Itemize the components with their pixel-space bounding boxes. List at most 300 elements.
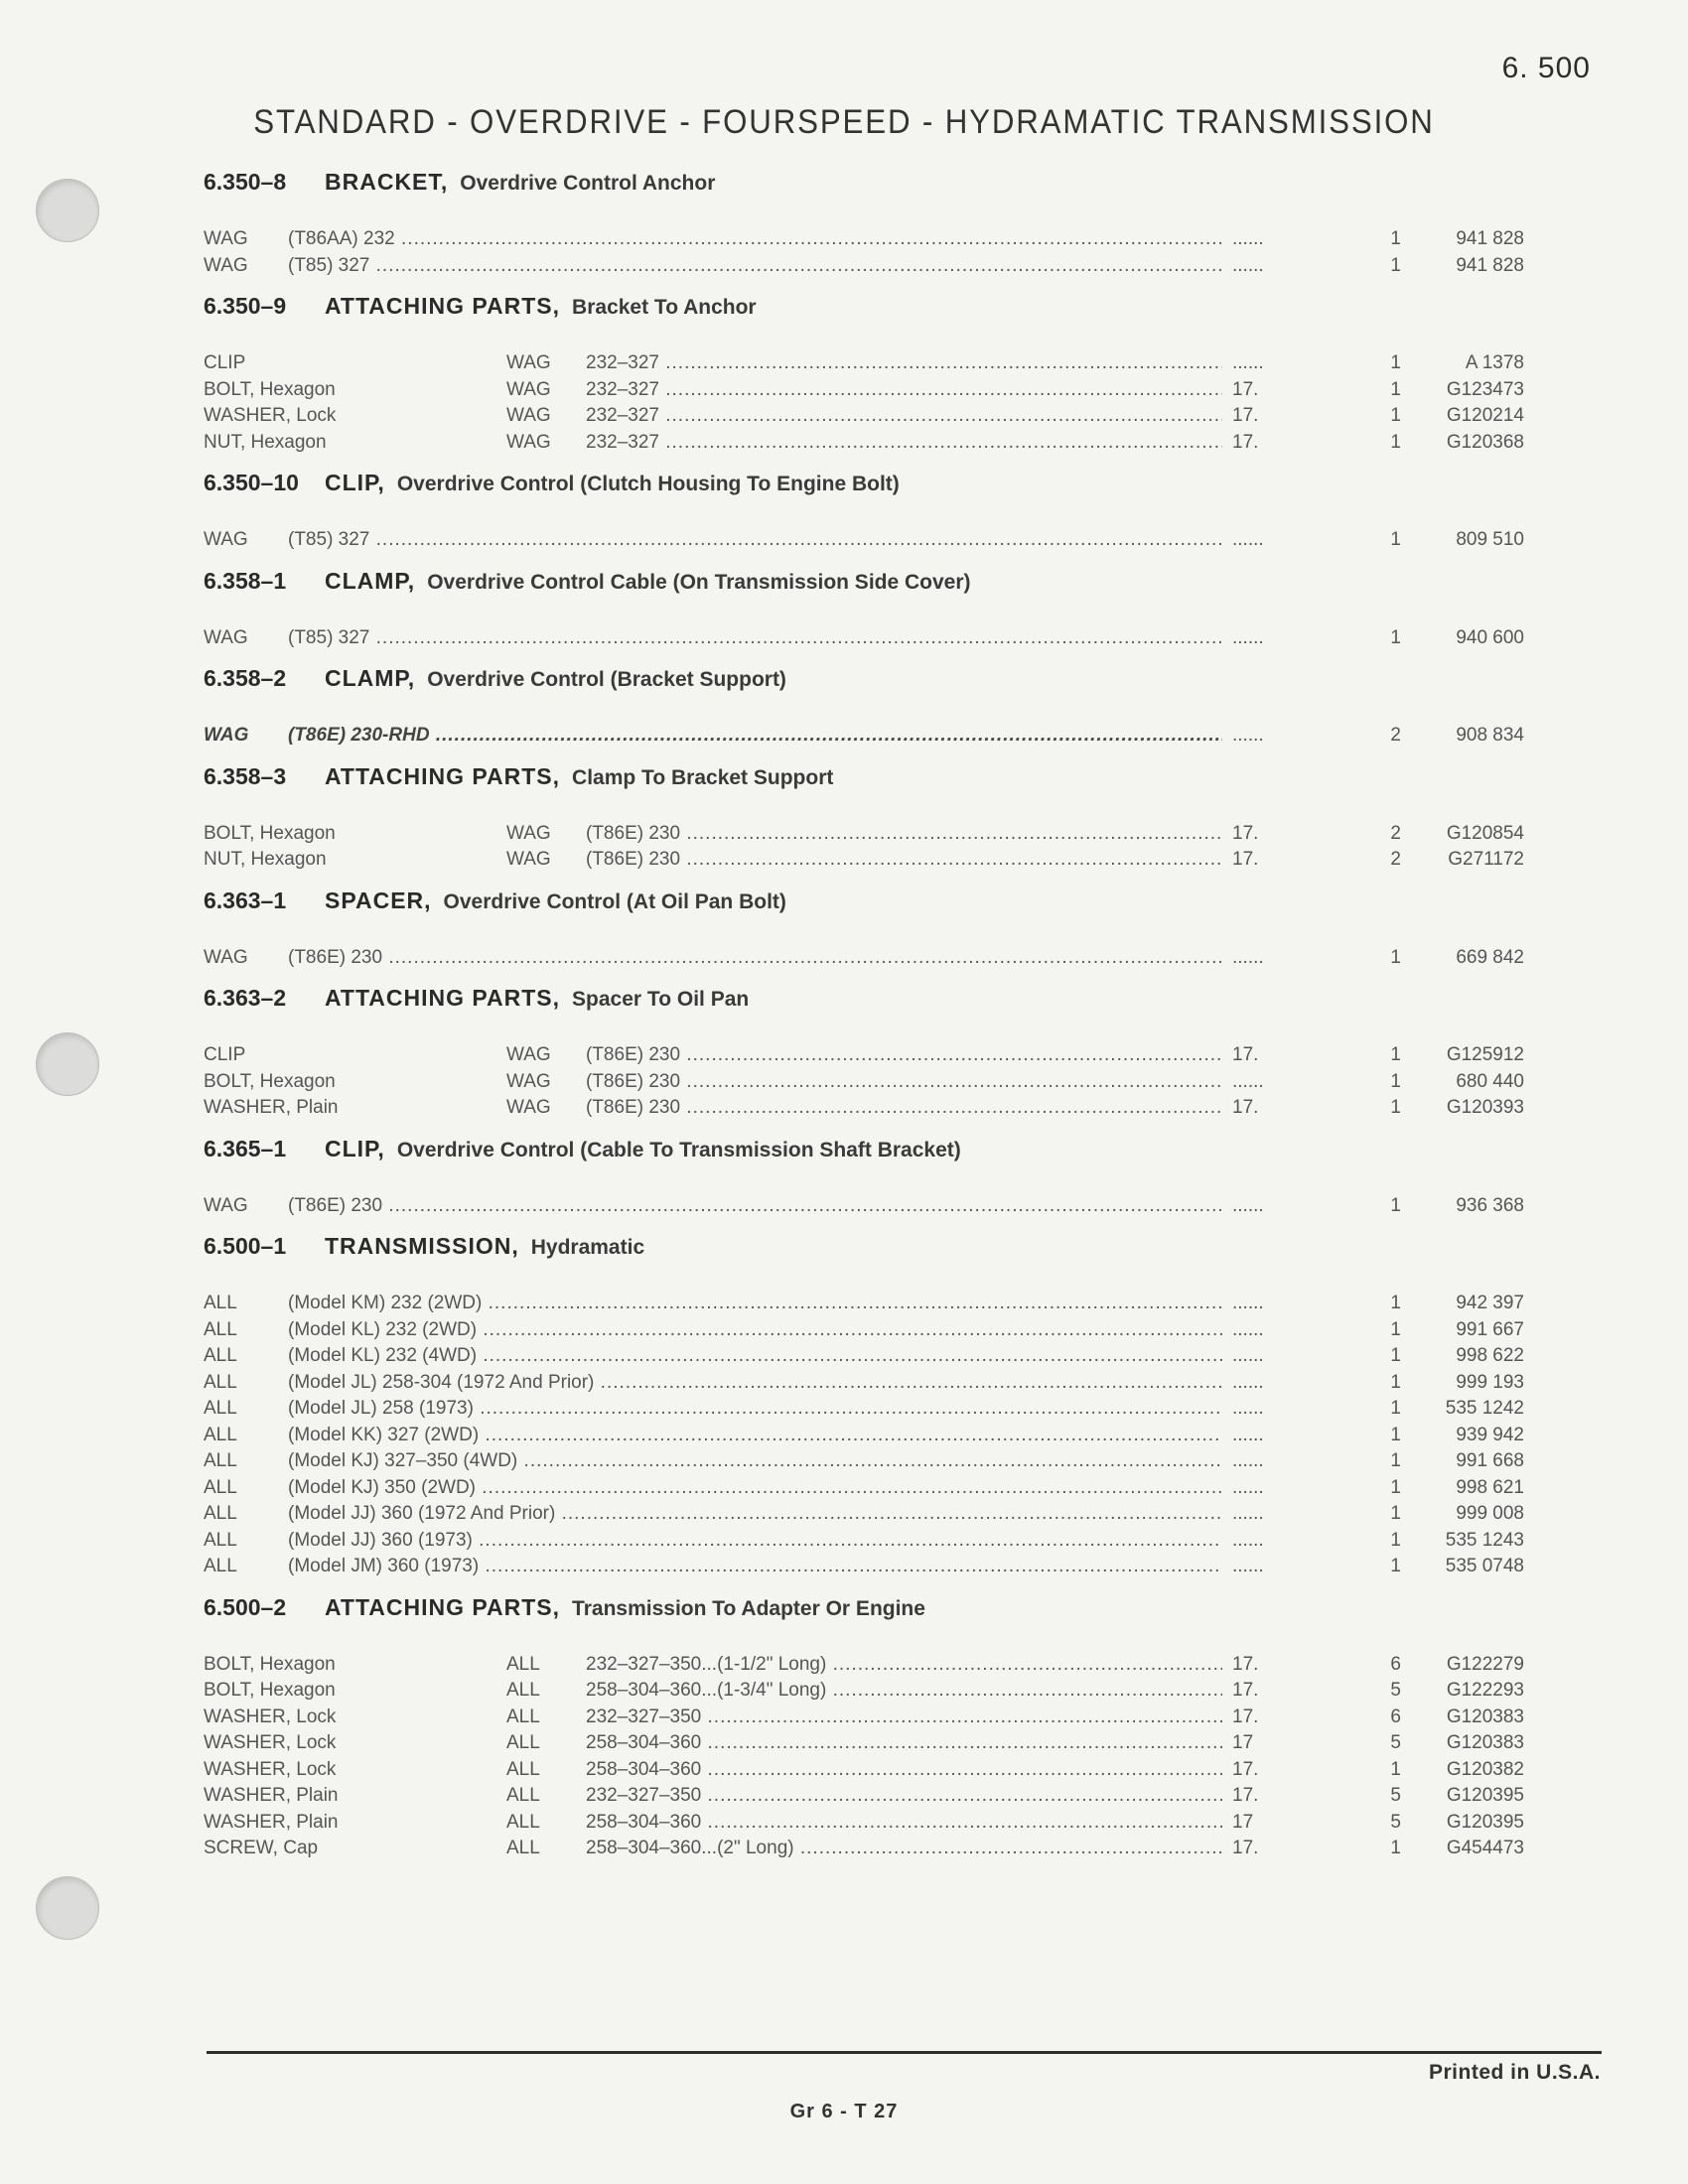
application-code: WAG (204, 228, 248, 249)
section-number: 6.500–1 (204, 1233, 287, 1259)
page-title: STANDARD - OVERDRIVE - FOURSPEED - HYDRAMATIC TRANSMISSION (253, 103, 1435, 141)
section-name: ATTACHING PARTS, (325, 985, 561, 1011)
part-number: G120383 (1446, 1732, 1524, 1753)
section-heading (204, 1594, 1524, 1644)
section-name: BRACKET, (325, 169, 449, 195)
reference-number: ...... (1232, 1398, 1264, 1419)
part-row (204, 1759, 1524, 1786)
part-description: 258–304–360...(2" Long) ..... (586, 1838, 1222, 1859)
quantity: 1 (1390, 1476, 1401, 1498)
quantity: 1 (1390, 378, 1401, 400)
section-description: Overdrive Control (At Oil Pan Bolt) (443, 889, 786, 913)
quantity: 1 (1390, 1070, 1401, 1092)
parts-section (204, 293, 1524, 458)
application-code: ALL (506, 1653, 540, 1675)
quantity: 5 (1390, 1680, 1401, 1701)
part-description: (Model JM) 360 (1973) ..... (288, 1556, 1222, 1577)
part-number: A 1378 (1465, 352, 1524, 373)
part-number: G120383 (1446, 1706, 1524, 1727)
part-number: 998 622 (1456, 1345, 1524, 1366)
application-code: ALL (204, 1398, 237, 1419)
section-items (204, 1293, 1524, 1582)
part-description: 232–327 ..... (586, 405, 1222, 427)
quantity: 1 (1390, 1503, 1401, 1524)
application-code: ALL (204, 1318, 237, 1340)
part-row (204, 725, 1524, 751)
reference-number: ...... (1232, 1529, 1264, 1551)
part-row (204, 1530, 1524, 1557)
section-number: 6.350–9 (204, 293, 287, 319)
printed-in-note: Printed in U.S.A. (1428, 2061, 1601, 2084)
section-heading (204, 887, 1524, 937)
part-row (204, 1195, 1524, 1222)
part-number: G454473 (1446, 1838, 1524, 1858)
part-name: WASHER, Plain (204, 1811, 339, 1833)
parts-section (204, 1233, 1524, 1582)
quantity: 1 (1390, 1556, 1401, 1576)
section-name: CLIP, (325, 470, 385, 495)
application-code: WAG (506, 822, 551, 844)
part-description: (T86AA) 232 ..... (288, 228, 1222, 250)
reference-number: ...... (1232, 1503, 1264, 1524)
part-number: 908 834 (1456, 725, 1524, 746)
part-name: BOLT, Hexagon (204, 378, 336, 400)
part-name: BOLT, Hexagon (204, 1653, 336, 1675)
application-code: ALL (204, 1556, 237, 1576)
application-code: WAG (506, 1044, 551, 1065)
part-description: (Model KL) 232 (4WD) ..... (288, 1345, 1222, 1367)
quantity: 1 (1390, 1293, 1401, 1313)
part-name: WASHER, Lock (204, 1732, 337, 1753)
part-number: 941 828 (1456, 228, 1524, 249)
part-row (204, 379, 1524, 406)
part-row (204, 405, 1524, 432)
reference-number: ...... (1232, 1450, 1264, 1471)
part-row (204, 1097, 1524, 1124)
section-items (204, 1044, 1524, 1124)
quantity: 6 (1390, 1706, 1401, 1727)
part-row (204, 849, 1524, 876)
quantity: 1 (1390, 1529, 1401, 1551)
application-code: WAG (204, 946, 248, 968)
application-code: WAG (204, 254, 248, 276)
parts-section (204, 1136, 1524, 1222)
section-number: 6.358–3 (204, 762, 287, 789)
part-number: 999 008 (1456, 1503, 1524, 1524)
part-description: 258–304–360 ..... (586, 1732, 1222, 1754)
reference-number: ...... (1232, 228, 1264, 249)
section-description: Bracket To Anchor (572, 296, 757, 319)
reference-number: 17. (1232, 431, 1259, 453)
part-number: G125912 (1446, 1044, 1524, 1065)
reference-number: 17. (1232, 1785, 1259, 1806)
section-name: SPACER, (325, 887, 432, 913)
part-description: (T86E) 230 ..... (288, 947, 1222, 969)
quantity: 1 (1390, 405, 1401, 426)
part-description: (Model KJ) 327–350 (4WD) ..... (288, 1450, 1222, 1472)
application-code: ALL (204, 1503, 237, 1524)
part-name: BOLT, Hexagon (204, 1680, 336, 1701)
quantity: 1 (1390, 626, 1401, 648)
reference-number: 17. (1232, 1706, 1259, 1727)
application-code: WAG (204, 529, 248, 550)
part-description: (T86E) 230 ..... (288, 1195, 1222, 1217)
part-name: WASHER, Lock (204, 1706, 337, 1727)
section-description: Hydramatic (530, 1236, 645, 1259)
section-number: 6.363–1 (204, 887, 287, 913)
part-description: (T86E) 230 ..... (586, 1044, 1222, 1066)
quantity: 1 (1390, 1318, 1401, 1340)
part-row (204, 1372, 1524, 1399)
reference-number: ...... (1232, 626, 1264, 648)
section-heading (204, 293, 1524, 342)
section-items (204, 725, 1524, 751)
parts-section (204, 763, 1524, 876)
quantity: 1 (1390, 1345, 1401, 1366)
section-heading (204, 568, 1524, 617)
part-row (204, 529, 1524, 556)
section-number: 6.350–8 (204, 169, 287, 195)
part-number: 940 600 (1456, 626, 1524, 648)
part-description: 232–327 ..... (586, 352, 1222, 374)
quantity: 2 (1390, 849, 1401, 870)
part-description: (T85) 327 ..... (288, 529, 1222, 551)
section-items (204, 228, 1524, 281)
binder-hole-middle (36, 1032, 99, 1096)
part-number: 936 368 (1456, 1194, 1524, 1216)
part-row (204, 1293, 1524, 1319)
part-number: G120393 (1446, 1097, 1524, 1118)
part-row (204, 228, 1524, 255)
application-code: WAG (204, 626, 248, 648)
part-name: WASHER, Plain (204, 1097, 339, 1118)
application-code: ALL (204, 1529, 237, 1551)
part-name: WASHER, Lock (204, 1758, 337, 1780)
reference-number: 17. (1232, 378, 1259, 400)
quantity: 1 (1390, 1838, 1401, 1858)
reference-number: ...... (1232, 352, 1264, 373)
part-number: 939 942 (1456, 1424, 1524, 1445)
quantity: 1 (1390, 1758, 1401, 1780)
reference-number: 17 (1232, 1732, 1254, 1753)
quantity: 1 (1390, 1044, 1401, 1065)
section-description: Transmission To Adapter Or Engine (572, 1596, 925, 1620)
reference-number: ...... (1232, 1371, 1264, 1393)
part-number: G120368 (1446, 431, 1524, 453)
reference-number: ...... (1232, 725, 1264, 746)
part-row (204, 1477, 1524, 1504)
part-row (204, 1706, 1524, 1733)
part-row (204, 823, 1524, 850)
section-heading (204, 470, 1524, 519)
part-description: (Model JJ) 360 (1972 And Prior) ..... (288, 1503, 1222, 1525)
part-description: (Model JJ) 360 (1973) ..... (288, 1530, 1222, 1552)
section-number: 6.358–2 (204, 665, 287, 691)
application-code: WAG (506, 431, 551, 453)
section-description: Overdrive Control (Bracket Support) (427, 668, 786, 691)
part-description: 258–304–360 ..... (586, 1759, 1222, 1781)
quantity: 1 (1390, 1424, 1401, 1445)
reference-number: ...... (1232, 254, 1264, 276)
parts-section (204, 887, 1524, 974)
application-code: WAG (204, 725, 249, 746)
part-description: (Model KL) 232 (2WD) ..... (288, 1319, 1222, 1341)
reference-number: 17. (1232, 1044, 1259, 1065)
part-number: 535 1242 (1445, 1398, 1524, 1419)
part-description: 232–327 ..... (586, 379, 1222, 401)
part-description: (Model JL) 258-304 (1972 And Prior) ..... (288, 1372, 1222, 1394)
part-number: G271172 (1448, 849, 1524, 870)
parts-section (204, 985, 1524, 1124)
section-description: Clamp To Bracket Support (572, 765, 834, 789)
part-row (204, 1785, 1524, 1812)
part-name: NUT, Hexagon (204, 431, 327, 453)
section-items (204, 1195, 1524, 1222)
quantity: 1 (1390, 352, 1401, 373)
section-number: 6.500–2 (204, 1593, 287, 1620)
part-name: WASHER, Lock (204, 405, 337, 426)
footer-rule (207, 2051, 1602, 2054)
part-row (204, 1425, 1524, 1451)
part-row (204, 1556, 1524, 1582)
part-name: NUT, Hexagon (204, 849, 327, 870)
part-description: 258–304–360...(1-3/4" Long) ..... (586, 1680, 1222, 1702)
quantity: 1 (1390, 1194, 1401, 1216)
section-heading (204, 1136, 1524, 1185)
parts-section (204, 470, 1524, 556)
section-number: 6.350–10 (204, 470, 299, 495)
part-number: G120395 (1446, 1811, 1524, 1833)
part-description: (Model KM) 232 (2WD) ..... (288, 1293, 1222, 1314)
section-heading (204, 665, 1524, 715)
application-code: WAG (506, 1070, 551, 1092)
quantity: 1 (1390, 254, 1401, 276)
reference-number: 17. (1232, 849, 1259, 870)
section-name: CLIP, (325, 1135, 385, 1161)
quantity: 1 (1390, 1371, 1401, 1393)
application-code: WAG (204, 1194, 248, 1216)
part-description: (T86E) 230 ..... (586, 1097, 1222, 1119)
binder-hole-bottom (36, 1876, 99, 1940)
section-description: Overdrive Control Anchor (460, 172, 716, 195)
section-number: 6.365–1 (204, 1135, 287, 1161)
section-heading (204, 1233, 1524, 1283)
part-number: 999 193 (1456, 1371, 1524, 1393)
parts-section (204, 568, 1524, 654)
application-code: WAG (506, 378, 551, 400)
section-description: Spacer To Oil Pan (572, 988, 750, 1011)
quantity: 5 (1390, 1811, 1401, 1833)
reference-number: 17. (1232, 822, 1259, 844)
binder-hole-top (36, 179, 99, 242)
quantity: 1 (1390, 228, 1401, 249)
part-row (204, 1654, 1524, 1681)
section-description: Overdrive Control Cable (On Transmission Side Cover) (427, 570, 971, 594)
part-name: CLIP (204, 1044, 246, 1065)
section-name: TRANSMISSION, (325, 1233, 519, 1259)
reference-number: ...... (1232, 1070, 1264, 1092)
part-row (204, 1503, 1524, 1530)
section-description: Overdrive Control (Cable To Transmission Shaft Bracket) (396, 1138, 961, 1161)
part-number: 535 1243 (1445, 1529, 1524, 1551)
part-row (204, 1680, 1524, 1706)
section-items (204, 352, 1524, 458)
application-code: ALL (204, 1371, 237, 1393)
application-code: WAG (506, 352, 551, 373)
quantity: 2 (1390, 822, 1401, 844)
section-heading (204, 169, 1524, 218)
application-code: ALL (506, 1732, 540, 1753)
section-items (204, 529, 1524, 556)
section-items (204, 947, 1524, 974)
part-number: G120214 (1446, 405, 1524, 426)
part-number: G120854 (1446, 822, 1524, 844)
part-description: (Model JL) 258 (1973) ..... (288, 1398, 1222, 1420)
part-number: G123473 (1446, 378, 1524, 400)
section-items (204, 627, 1524, 654)
reference-number: 17. (1232, 1097, 1259, 1118)
part-description: (T86E) 230 ..... (586, 849, 1222, 871)
parts-section (204, 169, 1524, 281)
part-description: (Model KJ) 350 (2WD) ..... (288, 1477, 1222, 1499)
part-row (204, 1319, 1524, 1346)
reference-number: 17. (1232, 1680, 1259, 1701)
quantity: 6 (1390, 1653, 1401, 1675)
part-row (204, 947, 1524, 974)
page-number: 6. 500 (1501, 52, 1591, 84)
application-code: ALL (204, 1293, 237, 1313)
reference-number: 17 (1232, 1811, 1254, 1833)
reference-number: ...... (1232, 1476, 1264, 1498)
part-name: CLIP (204, 352, 246, 373)
reference-number: ...... (1232, 1293, 1264, 1313)
quantity: 1 (1390, 1097, 1401, 1118)
footer-page-ref: Gr 6 - T 27 (789, 2101, 899, 2122)
part-row (204, 1812, 1524, 1839)
part-row (204, 352, 1524, 379)
section-name: CLAMP, (325, 567, 416, 594)
part-row (204, 1071, 1524, 1098)
part-name: WASHER, Plain (204, 1785, 339, 1806)
part-row (204, 1732, 1524, 1759)
quantity: 1 (1390, 529, 1401, 550)
application-code: ALL (204, 1450, 237, 1471)
part-number: 669 842 (1456, 946, 1524, 968)
reference-number: ...... (1232, 946, 1264, 968)
quantity: 1 (1390, 1450, 1401, 1471)
section-name: ATTACHING PARTS, (325, 762, 561, 789)
section-items (204, 1654, 1524, 1864)
part-number: 991 667 (1456, 1318, 1524, 1340)
reference-number: ...... (1232, 1556, 1264, 1576)
part-number: 941 828 (1456, 254, 1524, 276)
reference-number: ...... (1232, 1194, 1264, 1216)
section-description: Overdrive Control (Clutch Housing To Engine Bolt) (396, 473, 900, 495)
part-description: (Model KK) 327 (2WD) ..... (288, 1425, 1222, 1446)
part-description: (T86E) 230 ..... (586, 823, 1222, 845)
part-description: 258–304–360 ..... (586, 1812, 1222, 1834)
part-row (204, 1345, 1524, 1372)
quantity: 2 (1390, 725, 1401, 746)
part-number: 998 621 (1456, 1476, 1524, 1498)
application-code: ALL (506, 1680, 540, 1701)
section-number: 6.363–2 (204, 985, 287, 1011)
part-number: 809 510 (1456, 529, 1524, 550)
part-row (204, 432, 1524, 459)
parts-section (204, 1594, 1524, 1864)
quantity: 1 (1390, 431, 1401, 453)
section-number: 6.358–1 (204, 567, 287, 594)
part-description: 232–327 ..... (586, 432, 1222, 454)
part-description: 232–327–350 ..... (586, 1785, 1222, 1807)
application-code: ALL (506, 1811, 540, 1833)
parts-list (204, 169, 1524, 1876)
part-row (204, 255, 1524, 282)
section-heading (204, 763, 1524, 813)
application-code: ALL (506, 1758, 540, 1780)
application-code: WAG (506, 849, 551, 870)
part-number: G120395 (1446, 1785, 1524, 1806)
part-name: SCREW, Cap (204, 1838, 319, 1858)
part-name: BOLT, Hexagon (204, 822, 336, 844)
reference-number: ...... (1232, 529, 1264, 550)
part-number: G122279 (1446, 1653, 1524, 1675)
section-name: ATTACHING PARTS, (325, 1593, 561, 1620)
reference-number: 17. (1232, 1653, 1259, 1675)
reference-number: ...... (1232, 1318, 1264, 1340)
application-code: ALL (506, 1838, 540, 1858)
reference-number: ...... (1232, 1424, 1264, 1445)
part-name: BOLT, Hexagon (204, 1070, 336, 1092)
application-code: WAG (506, 405, 551, 426)
part-row (204, 1450, 1524, 1477)
application-code: ALL (204, 1476, 237, 1498)
section-name: CLAMP, (325, 665, 416, 691)
application-code: WAG (506, 1097, 551, 1118)
section-heading (204, 985, 1524, 1034)
part-number: 680 440 (1456, 1070, 1524, 1092)
parts-section (204, 665, 1524, 751)
reference-number: 17. (1232, 1838, 1259, 1858)
quantity: 5 (1390, 1785, 1401, 1806)
reference-number: 17. (1232, 1758, 1259, 1780)
part-description: 232–327–350 ..... (586, 1706, 1222, 1728)
part-description: (T85) 327 ..... (288, 255, 1222, 277)
part-description: (T85) 327 ..... (288, 627, 1222, 649)
part-description: (T86E) 230-RHD ..... (288, 725, 1222, 747)
part-description: 232–327–350...(1-1/2" Long) ..... (586, 1654, 1222, 1676)
part-row (204, 1398, 1524, 1425)
part-number: 535 0748 (1445, 1556, 1524, 1576)
reference-number: ...... (1232, 1345, 1264, 1366)
part-number: 991 668 (1456, 1450, 1524, 1471)
part-number: G120382 (1446, 1758, 1524, 1780)
reference-number: 17. (1232, 405, 1259, 426)
quantity: 1 (1390, 946, 1401, 968)
section-name: ATTACHING PARTS, (325, 293, 561, 319)
part-number: 942 397 (1456, 1293, 1524, 1313)
application-code: ALL (506, 1706, 540, 1727)
part-row (204, 1044, 1524, 1071)
part-row (204, 627, 1524, 654)
quantity: 5 (1390, 1732, 1401, 1753)
section-items (204, 823, 1524, 876)
application-code: ALL (506, 1785, 540, 1806)
quantity: 1 (1390, 1398, 1401, 1419)
part-description: (T86E) 230 ..... (586, 1071, 1222, 1093)
part-row (204, 1838, 1524, 1864)
part-number: G122293 (1446, 1680, 1524, 1701)
